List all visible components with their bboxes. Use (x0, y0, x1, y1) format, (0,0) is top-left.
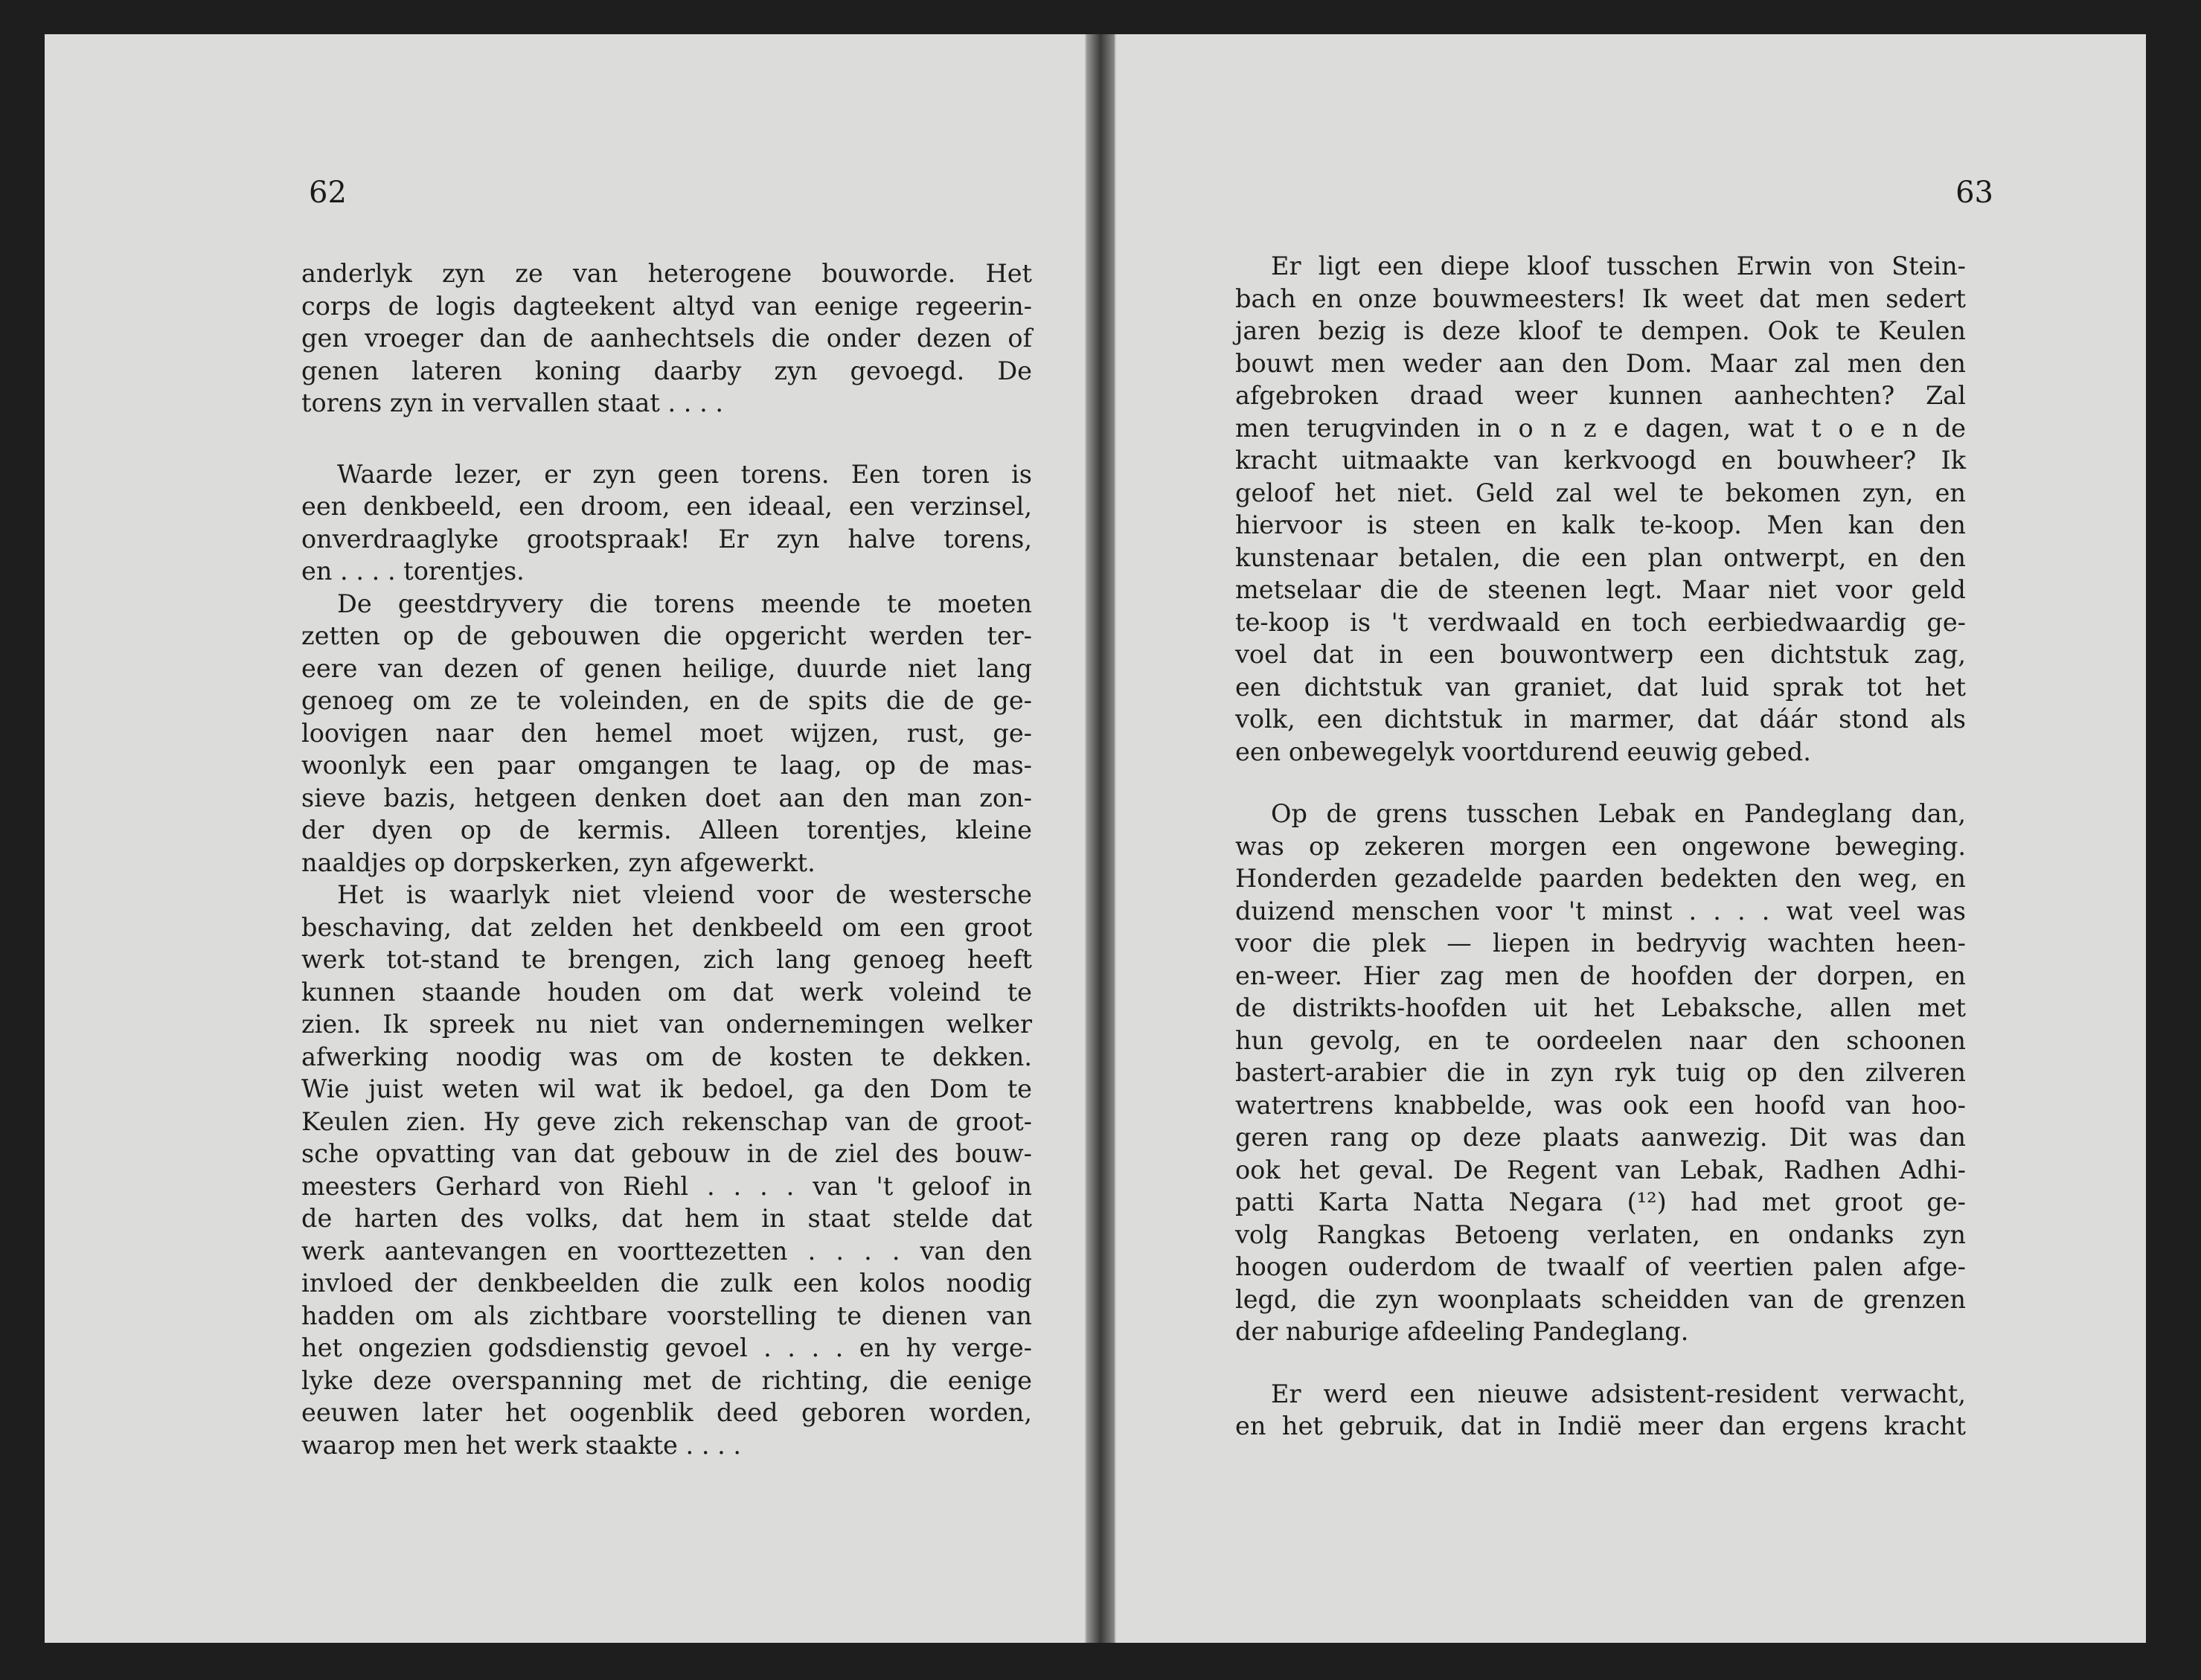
page-text (1235, 250, 1966, 1443)
text-line: hoogen ouderdom de twaalf of veertien palen afge- (1235, 1252, 1966, 1281)
text-line: metselaar die de steenen legt. Maar niet voor geld (1235, 575, 1966, 604)
text-line: waarop men het werk staakte . . . . (301, 1430, 742, 1460)
text-line: anderlyk zyn ze van heterogene bouworde. Het (301, 259, 1032, 288)
text-line: kunstenaar betalen, die een plan ontwerpt, en den (1235, 542, 1966, 572)
text-line: woonlyk een paar omgangen te laag, op de mas- (301, 751, 1032, 780)
text-line: voel dat in een bouwontwerp een dichtstuk zag, (1235, 640, 1966, 669)
text-line: bastert-arabier die in zyn ryk tuig op den zilveren (1235, 1058, 1966, 1087)
text-line: Keulen zien. Hy geve zich rekenschap van de groot- (301, 1106, 1032, 1136)
text-line: genoeg om ze te voleinden, en de spits die de ge- (301, 686, 1032, 715)
text-line: volk, een dichtstuk in marmer, dat dáár stond als (1235, 705, 1966, 734)
paragraph (301, 588, 1032, 879)
text-line: afwerking noodig was om de kosten te dekken. (301, 1042, 1032, 1071)
text-line: kunnen staande houden om dat werk voleind te (301, 977, 1032, 1007)
text-line: voor die plek — liepen in bedryvig wachten heen- (1235, 929, 1966, 958)
text-line: volg Rangkas Betoeng verlaten, en ondanks zyn (1235, 1219, 1966, 1249)
text-line: een onbewegelyk voortdurend eeuwig gebed. (1235, 737, 1811, 766)
text-line: Het is waarlyk niet vleiend voor de westersche (337, 880, 1032, 909)
text-line: genen lateren koning daarby zyn gevoegd. De (301, 356, 1032, 385)
text-line: loovigen naar den hemel moet wijzen, rust, ge- (301, 718, 1032, 748)
text-line: der naburige afdeeling Pandeglang. (1235, 1317, 1689, 1346)
text-line: hadden om als zichtbare voorstelling te dienen van (301, 1301, 1032, 1330)
text-line: Er ligt een diepe kloof tusschen Erwin von Stein- (1271, 251, 1966, 280)
text-line: en het gebruik, dat in Indië meer dan ergens kracht (1235, 1411, 1966, 1440)
text-line: kracht uitmaakte van kerkvoogd en bouwheer? Ik (1235, 446, 1966, 475)
text-line: afgebroken draad weer kunnen aanhechten? Zal (1235, 381, 1966, 410)
text-line: zien. Ik spreek nu niet van ondernemingen welker (301, 1010, 1032, 1039)
text-line: corps de logis dagteekent altyd van eenige regeerin- (301, 291, 1032, 321)
text-line: geren rang op deze plaats aanwezig. Dit was dan (1235, 1123, 1966, 1152)
text-line: onverdraaglyke grootspraak! Er zyn halve torens, (301, 524, 1032, 554)
right-page (1115, 34, 2146, 1643)
text-line: en . . . . torentjes. (301, 557, 525, 586)
book-gutter (1086, 34, 1115, 1643)
text-line: sieve bazis, hetgeen denken doet aan den man zon- (301, 783, 1032, 812)
text-line: eeuwen later het oogenblik deed geboren worden, (301, 1398, 1032, 1427)
text-line: der dyen op de kermis. Alleen torentjes, kleine (301, 815, 1032, 844)
text-line: het ongezien godsdienstig gevoel . . . . en hy verge- (301, 1333, 1032, 1362)
text-line: werk tot-stand te brengen, zich lang genoeg heeft (301, 945, 1032, 974)
text-line: hun gevolg, en te oordeelen naar den schoonen (1235, 1025, 1966, 1055)
paragraph (1235, 1378, 1966, 1443)
text-line: een dichtstuk van graniet, dat luid sprak tot het (1235, 672, 1966, 702)
text-line: naaldjes op dorpskerken, zyn afgewerkt. (301, 847, 816, 877)
text-line: was op zekeren morgen een ongewone beweging. (1235, 831, 1966, 861)
text-line: Honderden gezadelde paarden bedekten den weg, en (1235, 864, 1966, 893)
text-line: te-koop is 't verdwaald en toch eerbiedwaardig ge- (1235, 607, 1966, 637)
text-line: duizend menschen voor 't minst . . . . wat veel was (1235, 896, 1966, 926)
text-line: lyke deze overspanning met de richting, die eenige (301, 1365, 1032, 1395)
text-line: bouwt men weder aan den Dom. Maar zal men den (1235, 348, 1966, 378)
text-line: torens zyn in vervallen staat . . . . (301, 388, 724, 417)
paragraph (301, 257, 1032, 420)
text-line: Wie juist weten wil wat ik bedoel, ga den Dom te (301, 1074, 1032, 1103)
text-line: een denkbeeld, een droom, een ideaal, een verzinsel, (301, 492, 1032, 521)
text-line: zetten op de gebouwen die opgericht werden ter- (301, 621, 1032, 650)
paragraph (301, 458, 1032, 588)
text-line: geloof het niet. Geld zal wel te bekomen zyn, en (1235, 478, 1966, 507)
text-line: beschaving, dat zelden het denkbeeld om een groot (301, 912, 1032, 942)
left-page (45, 34, 1086, 1643)
text-line: Op de grens tusschen Lebak en Pandeglang dan, (1271, 799, 1966, 828)
text-line: ook het geval. De Regent van Lebak, Radhen Adhi- (1235, 1155, 1966, 1184)
text-line: gen vroeger dan de aanhechtsels die onder dezen of (301, 324, 1032, 353)
text-line: hiervoor is steen en kalk te-koop. Men kan den (1235, 510, 1966, 539)
text-line: watertrens knabbelde, was ook een hoofd van hoo- (1235, 1090, 1966, 1120)
paragraph (301, 879, 1032, 1461)
paragraph (1235, 250, 1966, 768)
text-line: en-weer. Hier zag men de hoofden der dorpen, en (1235, 961, 1966, 990)
text-line: meesters Gerhard von Riehl . . . . van 't geloof in (301, 1171, 1032, 1201)
text-line: patti Karta Natta Negara (¹²) had met groot ge- (1235, 1187, 1966, 1216)
text-line: sche opvatting van dat gebouw in de ziel des bouw- (301, 1139, 1032, 1168)
text-line: eere van dezen of genen heilige, duurde niet lang (301, 653, 1032, 683)
paragraph (1235, 798, 1966, 1348)
text-line: de harten des volks, dat hem in staat stelde dat (301, 1204, 1032, 1233)
text-line: Waarde lezer, er zyn geen torens. Een toren is (337, 459, 1032, 489)
text-line: de distrikts-hoofden uit het Lebaksche, allen met (1235, 993, 1966, 1022)
page-number: 63 (1955, 176, 1993, 210)
page-number: 62 (309, 176, 347, 210)
text-line: legd, die zyn woonplaats scheidden van de grenzen (1235, 1284, 1966, 1314)
text-line: De geestdryvery die torens meende te moeten (337, 589, 1032, 618)
page-text (301, 257, 1032, 1461)
text-line: werk aantevangen en voorttezetten . . . . van den (301, 1236, 1032, 1266)
text-line: Er werd een nieuwe adsistent-resident verwacht, (1271, 1379, 1966, 1408)
text-line: bach en onze bouwmeesters! Ik weet dat men sedert (1235, 283, 1966, 313)
text-line: invloed der denkbeelden die zulk een kolos noodig (301, 1269, 1032, 1298)
text-line: jaren bezig is deze kloof te dempen. Ook te Keulen (1235, 316, 1966, 345)
text-line: men terugvinden in o n z e dagen, wat t o e n de (1235, 413, 1966, 443)
